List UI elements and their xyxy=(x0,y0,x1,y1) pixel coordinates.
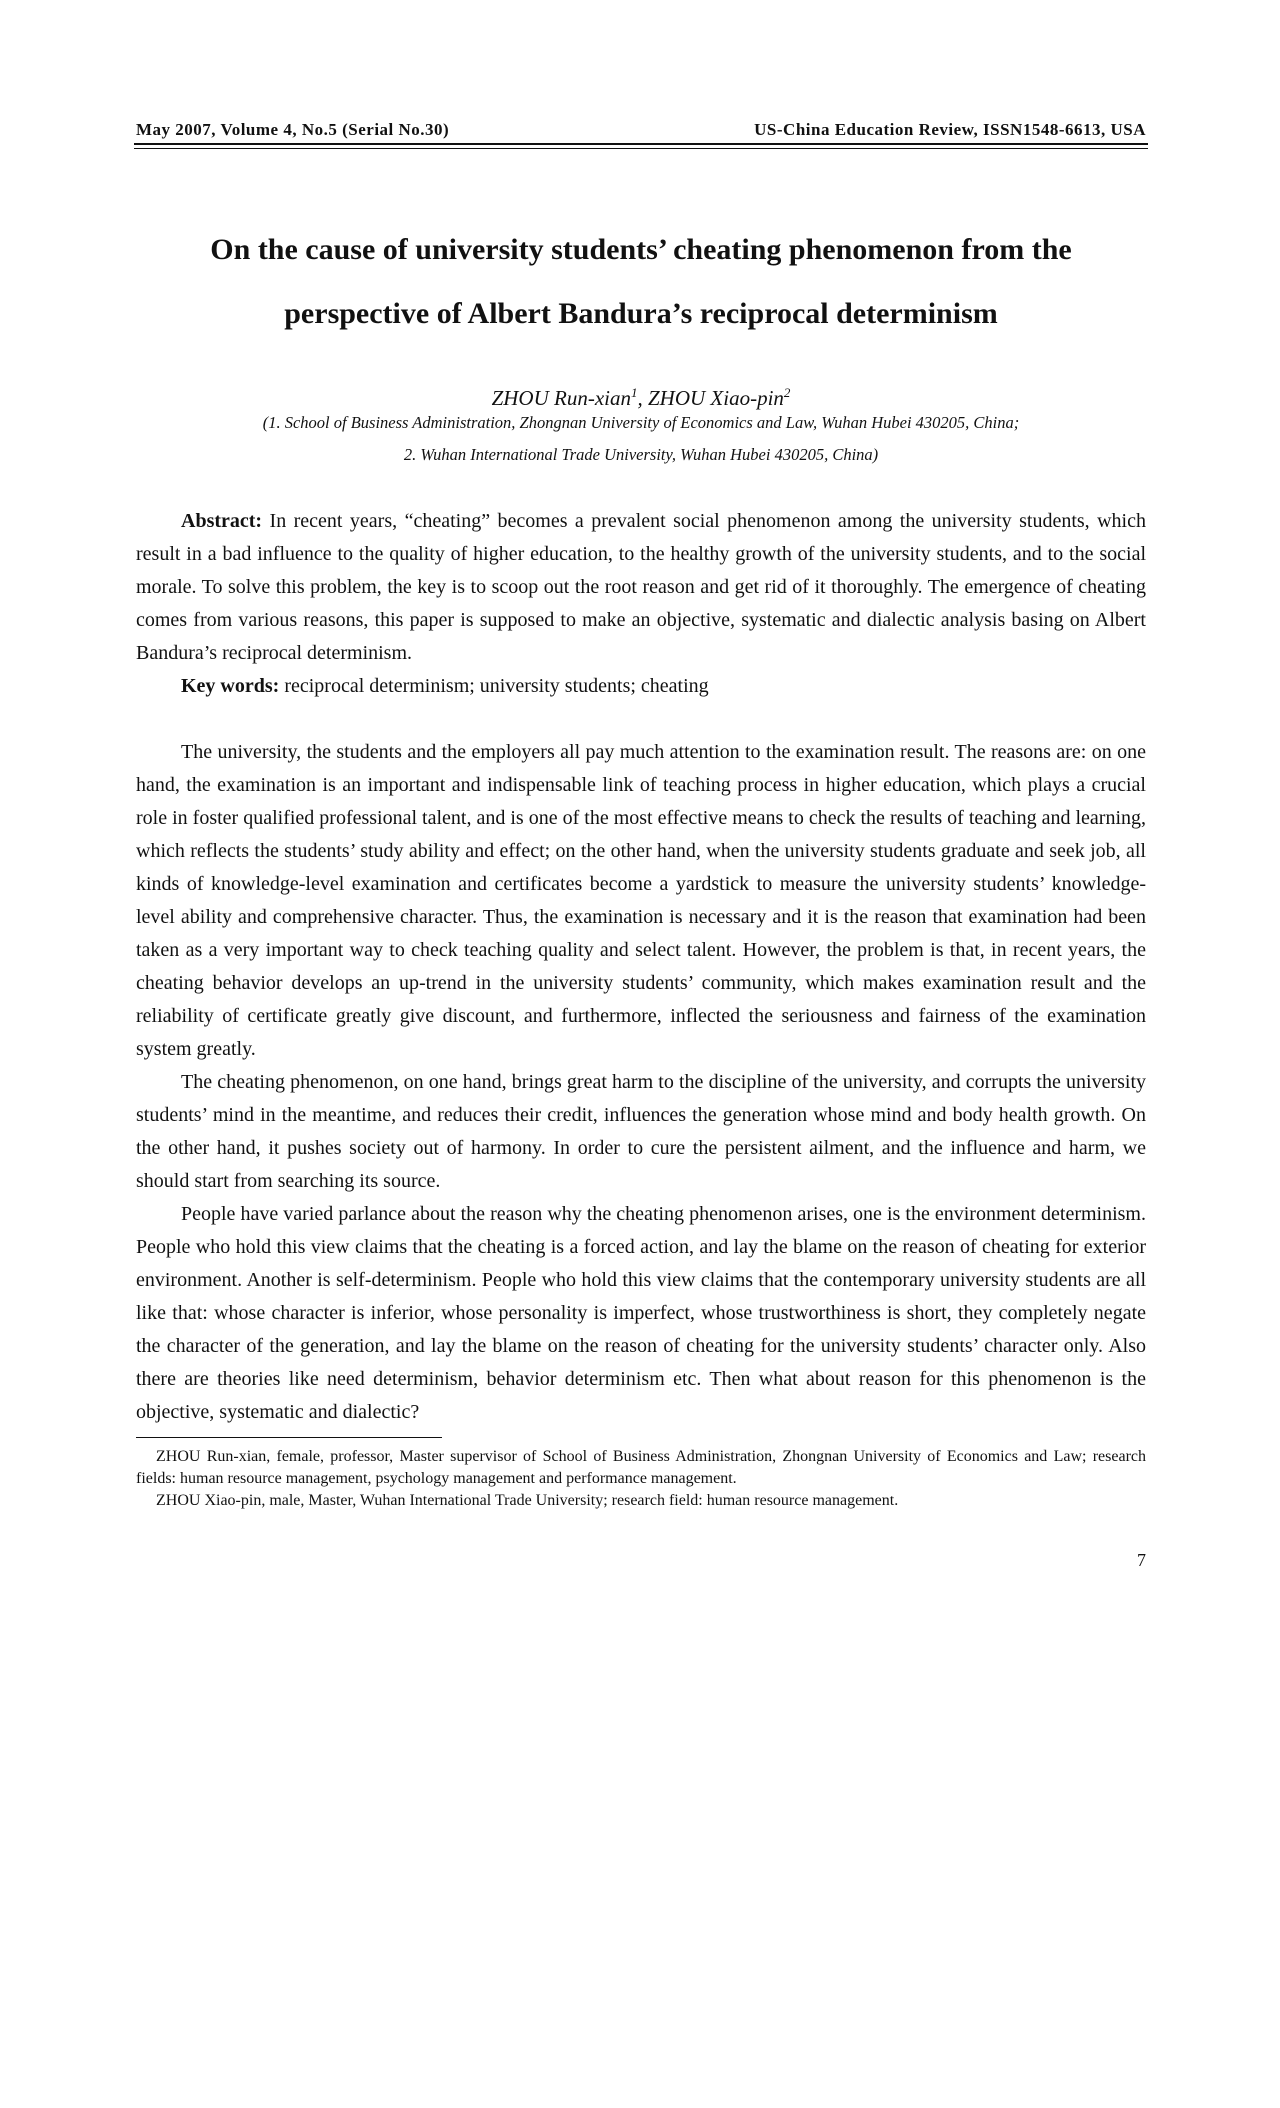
footnotes xyxy=(136,1446,1146,1512)
keywords-label: Key words: xyxy=(181,675,280,697)
author-separator: , xyxy=(637,386,648,410)
body-paragraph: The university, the students and the employers all pay much attention to the examination result. The reasons are: on one hand, the examination is an important and indispensable link of teaching process in higher education, which plays a crucial role in foster qualified professional talent, and is one of the most effective means to check the results of teaching and learning, which reflects the students’ study ability and effect; on the other hand, when the university students graduate and seek job, all kinds of knowledge-level examination and certificates become a yardstick to measure the university students’ knowledge-level ability and comprehensive character. Thus, the examination is necessary and it is the reason that examination had been taken as a very important way to check teaching quality and select talent. However, the problem is that, in recent years, the cheating behavior develops an up-trend in the university students’ community, which makes examination result and the reliability of certificate greatly give discount, and furthermore, inflected the seriousness and fairness of the examination system greatly. xyxy=(136,741,1146,1060)
abstract-text: In recent years, “cheating” becomes a prevalent social phenomenon among the university students, which result in a bad influence to the quality of higher education, to the healthy growth of the university students, and to the social morale. To solve this problem, the key is to scoop out the root reason and get rid of it thoroughly. The emergence of cheating comes from various reasons, this paper is supposed to make an objective, systematic and dialectic analysis basing on Albert Bandura’s reciprocal determinism. xyxy=(136,510,1146,664)
author-1: ZHOU Run-xian xyxy=(491,386,631,410)
footnote-rule xyxy=(136,1437,442,1438)
header-rule-thin xyxy=(134,148,1148,149)
paper-title xyxy=(136,218,1146,346)
author-2-affiliation-mark: 2 xyxy=(783,385,791,400)
keywords-text: reciprocal determinism; university students; cheating xyxy=(279,675,709,697)
header-rule-thick xyxy=(134,143,1148,145)
affiliation-1: (1. School of Business Administration, Zhongnan University of Economics and Law, Wuhan Hubei 430205, China; xyxy=(262,413,1020,432)
body-text xyxy=(136,736,1146,1429)
author-2: ZHOU Xiao-pin xyxy=(647,386,784,410)
affiliation-2: 2. Wuhan International Trade University, Wuhan Hubei 430205, China) xyxy=(403,445,879,464)
page-number: 7 xyxy=(1137,1550,1146,1570)
footnote-author-2: ZHOU Xiao-pin, male, Master, Wuhan International Trade University; research field: human resource management. xyxy=(156,1492,899,1509)
body-paragraph: The cheating phenomenon, on one hand, brings great harm to the discipline of the university, and corrupts the university students’ mind in the meantime, and reduces their credit, influences the generation whose mind and body health growth. On the other hand, it pushes society out of harmony. In order to cure the persistent ailment, and the influence and harm, we should start from searching its source. xyxy=(136,1071,1146,1192)
abstract-section xyxy=(136,505,1146,703)
journal-issue-info: May 2007, Volume 4, No.5 (Serial No.30) xyxy=(136,120,450,139)
title-line-2: perspective of Albert Bandura’s reciprocal determinism xyxy=(284,297,998,330)
author-1-affiliation-mark: 1 xyxy=(630,385,638,400)
abstract-paragraph xyxy=(136,505,1146,670)
footnote-author-1: ZHOU Run-xian, female, professor, Master supervisor of School of Business Administration, Zhongnan University of Economics and Law; research fields: human resource management, psychology management and performance management. xyxy=(136,1448,1146,1487)
title-line-1: On the cause of university students’ cheating phenomenon from the xyxy=(210,233,1072,266)
journal-name-issn: US-China Education Review, ISSN1548-6613, USA xyxy=(754,120,1146,139)
keywords-paragraph xyxy=(136,670,1146,703)
body-paragraph: People have varied parlance about the reason why the cheating phenomenon arises, one is the environment determinism. People who hold this view claims that the cheating is a forced action, and lay the blame on the reason of cheating for exterior environment. Another is self-determinism. People who hold this view claims that the contemporary university students are all like that: whose character is inferior, whose personality is imperfect, whose trustworthiness is short, they completely negate the character of the generation, and lay the blame on the reason of cheating for the university students’ character only. Also there are theories like need determinism, behavior determinism etc. Then what about reason for this phenomenon is the objective, systematic and dialectic? xyxy=(136,1203,1146,1423)
abstract-label: Abstract: xyxy=(181,510,263,532)
